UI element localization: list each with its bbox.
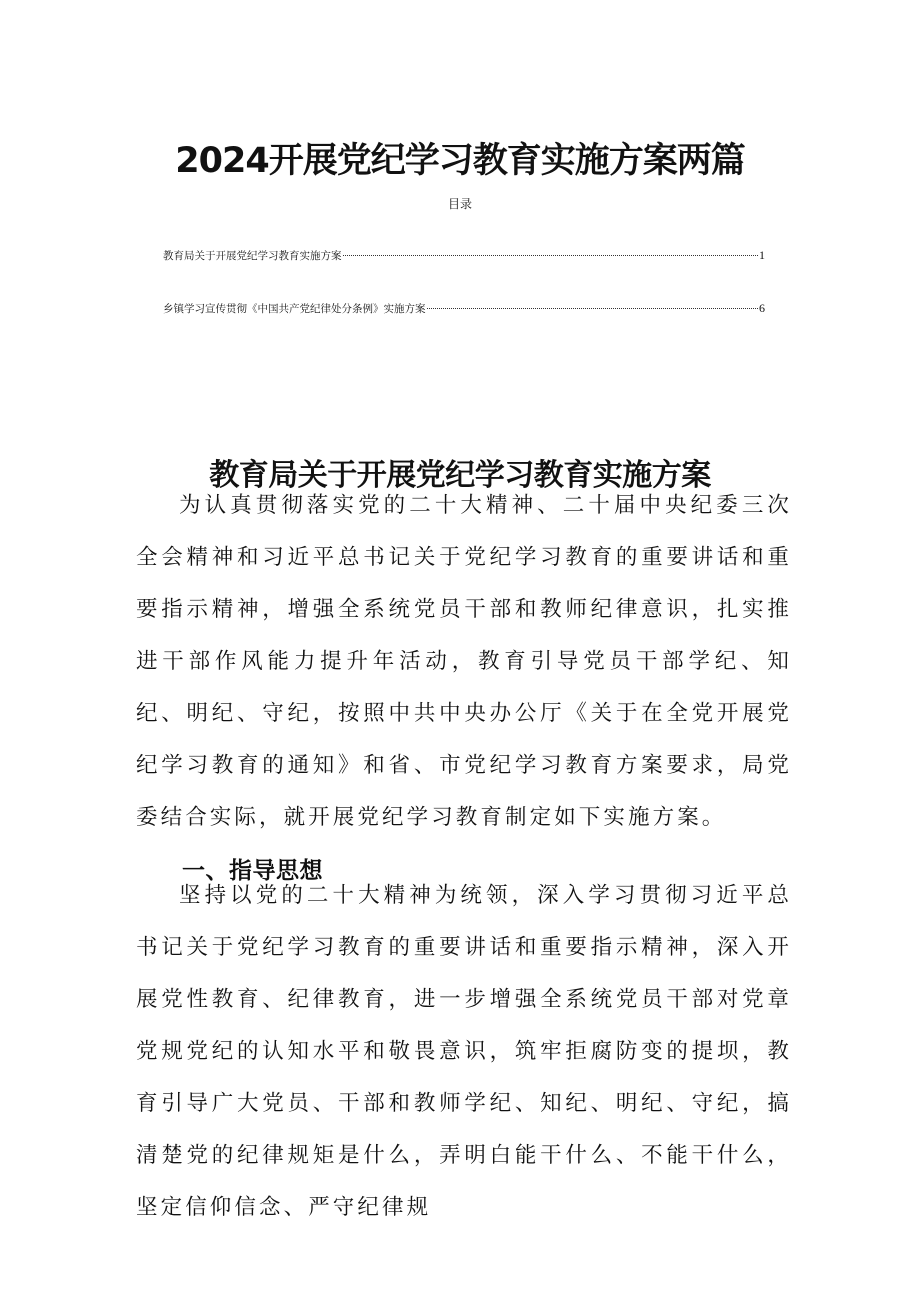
toc-entry-page: 1 <box>759 248 765 262</box>
document-title: 2024开展党纪学习教育实施方案两篇 <box>175 141 745 182</box>
toc-heading: 目录 <box>447 197 472 211</box>
body-paragraph: 坚持以党的二十大精神为统领，深入学习贯彻习近平总书记关于党纪学习教育的重要讲话和重要指示精神，深入开展党性教育、纪律教育，进一步增强全系统党员干部对党章党规党纪的认知水平和敬畏意识，筑牢拒腐防变的提坝，教育引导广大党员、干部和教师学纪、知纪、明纪、守纪，搞清楚党的纪律规矩是什么，弄明白能干什么、不能干什么，坚定信仰信念、严守纪律规 <box>136 883 792 1220</box>
subheading-guiding-ideology: 一、指导思想 <box>182 858 323 884</box>
toc-entry[interactable] <box>163 246 765 265</box>
toc-entry-text: 乡镇学习宣传贯彻《中国共产党纪律处分条例》实施方案 <box>163 303 426 315</box>
intro-paragraph: 为认真贯彻落实党的二十大精神、二十届中央纪委三次全会精神和习近平总书记关于党纪学习教育的重要讲话和重要指示精神，增强全系统党员干部和教师纪律意识，扎实推进干部作风能力提升年活动，教育引导党员干部学纪、知纪、明纪、守纪，按照中共中央办公厅《关于在全党开展党纪学习教育的通知》和省、市党纪学习教育方案要求，局党委结合实际，就开展党纪学习教育制定如下实施方案。 <box>136 493 792 830</box>
toc-leader-dots <box>427 308 759 309</box>
toc-leader-dots <box>343 255 759 256</box>
toc-entry-page: 6 <box>759 301 765 315</box>
toc-entry[interactable] <box>163 299 765 318</box>
toc-entry-text: 教育局关于开展党纪学习教育实施方案 <box>163 250 342 262</box>
section-title: 教育局关于开展党纪学习教育实施方案 <box>209 457 711 493</box>
